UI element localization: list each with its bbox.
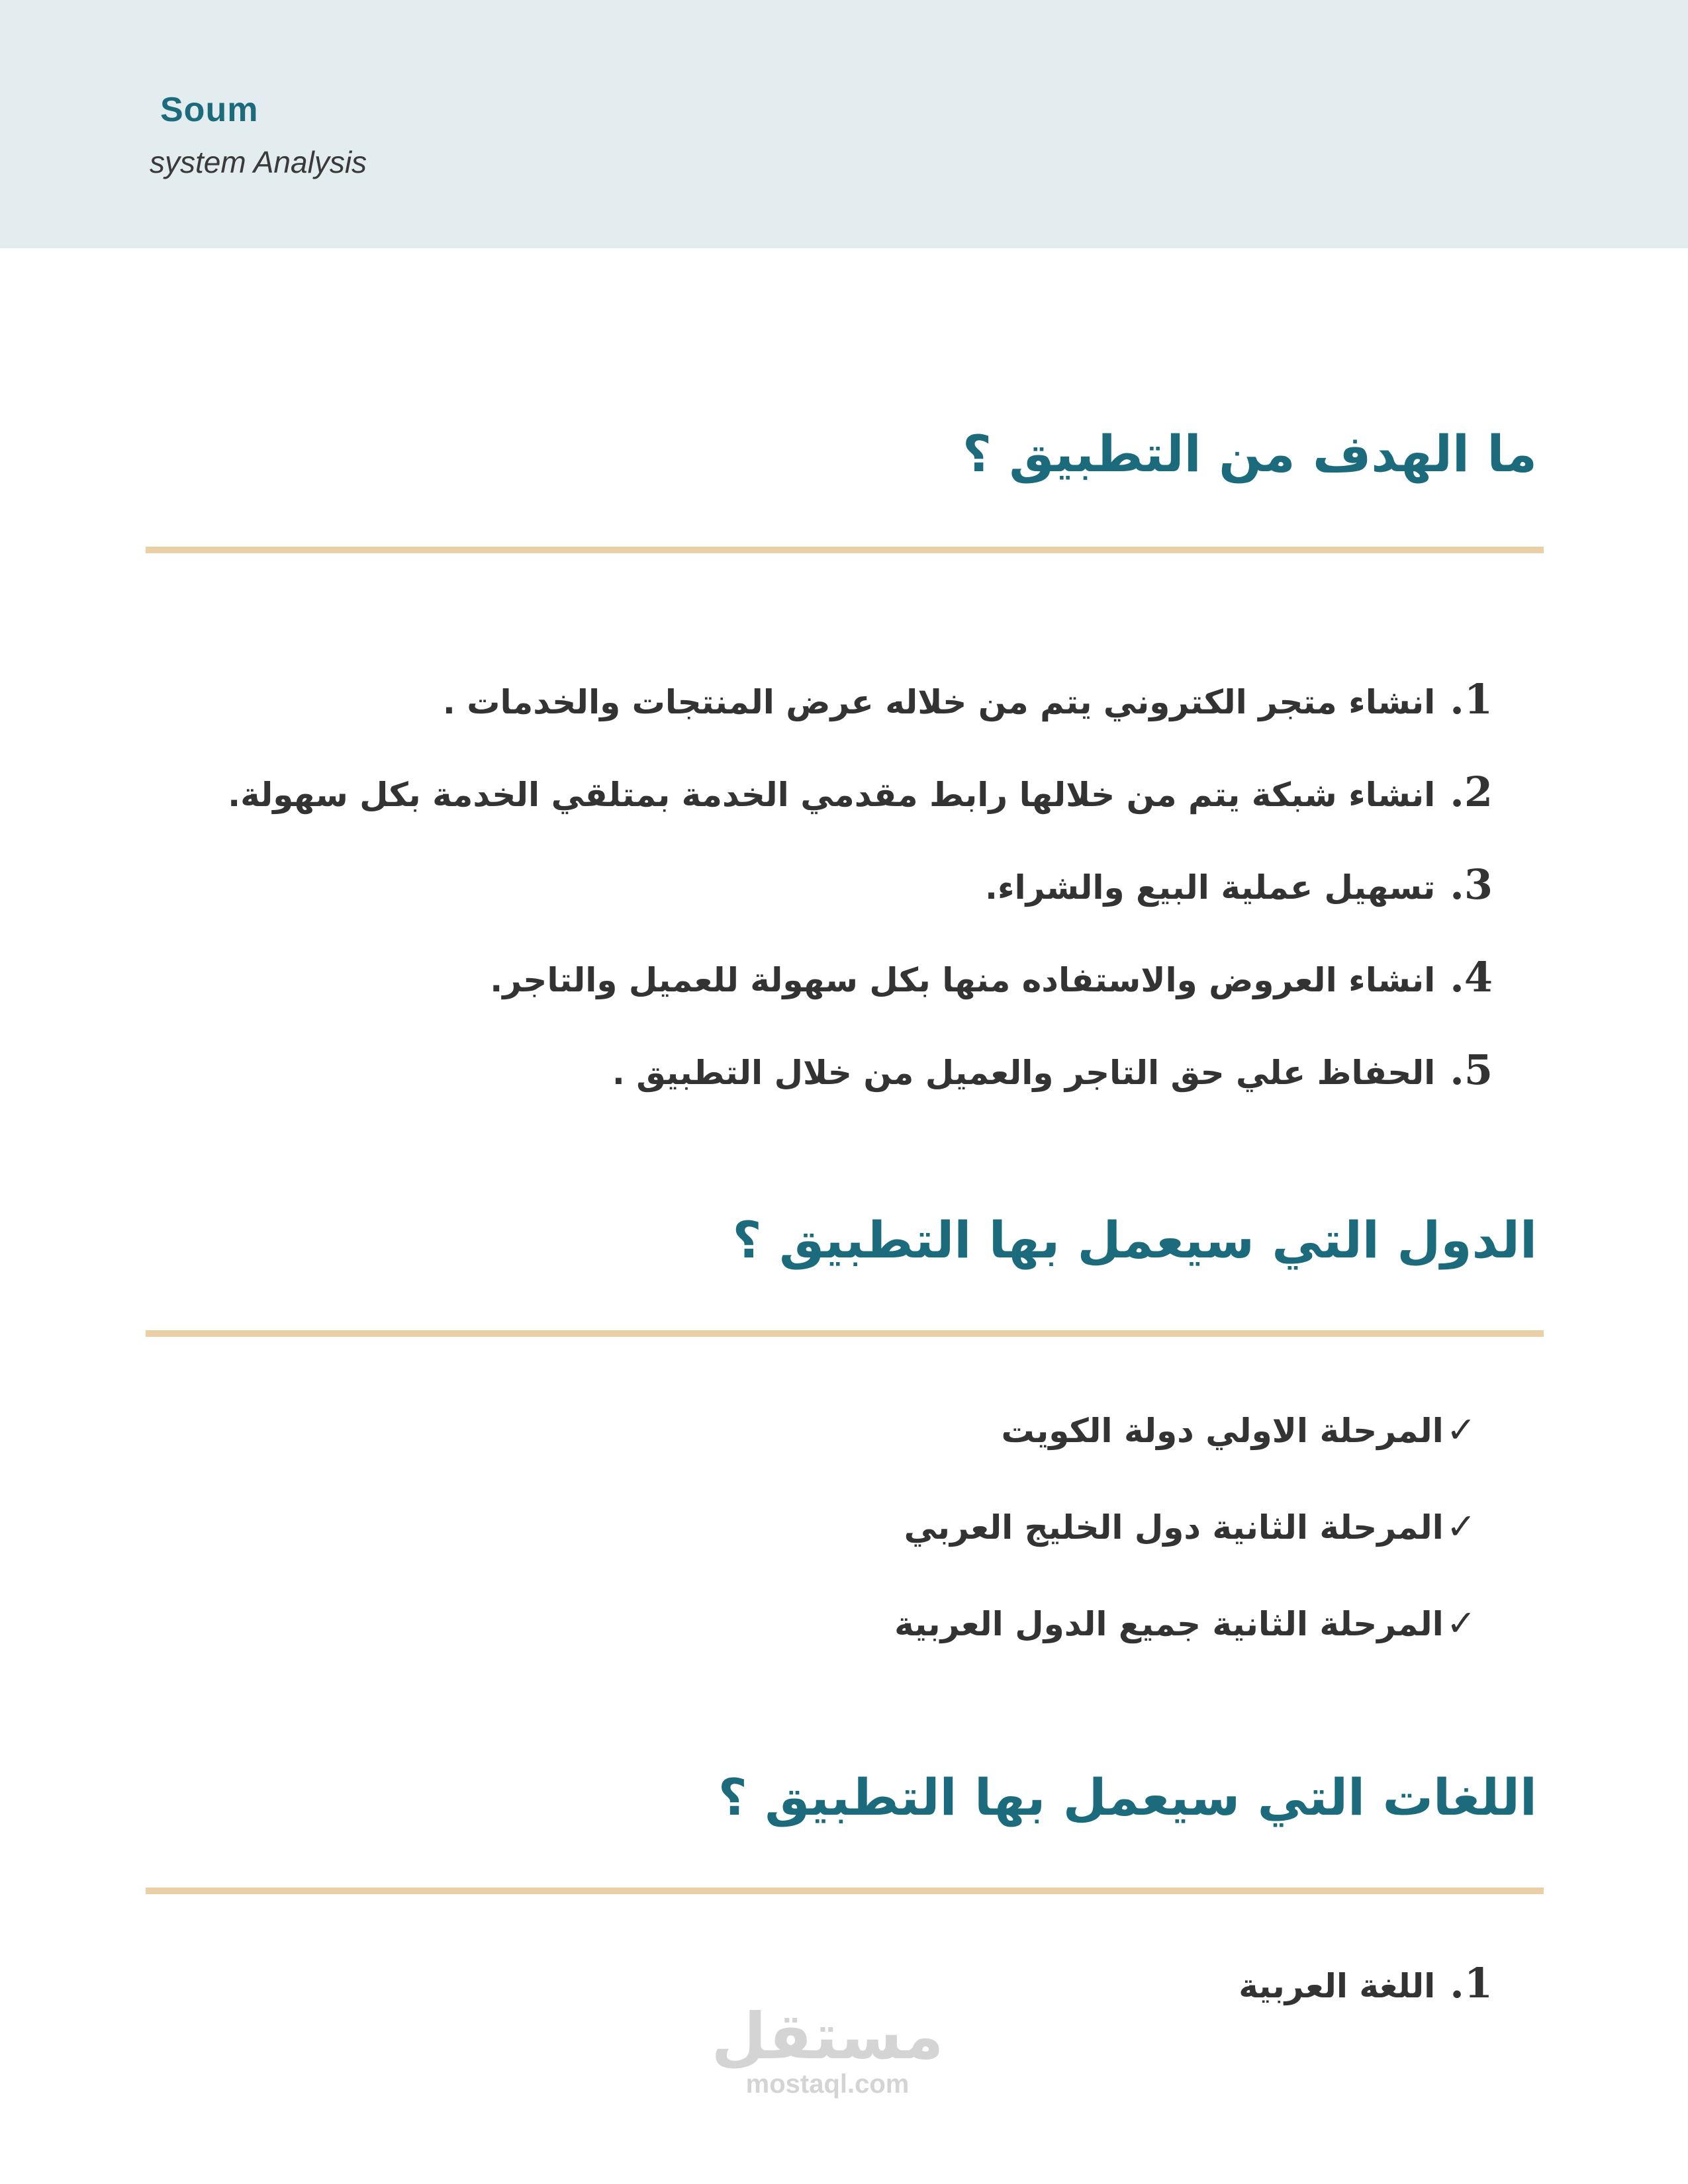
- goal-item-1: [442, 675, 1493, 723]
- language-item-text: اللغة العربية: [1239, 1967, 1436, 2005]
- goal-item-text: الحفاظ علي حق التاجر والعميل من خلال التطبيق .: [612, 1054, 1436, 1092]
- goal-item-text: انشاء متجر الكتروني يتم من خلاله عرض المنتجات والخدمات .: [442, 683, 1436, 721]
- watermark: [695, 1999, 960, 2099]
- check-icon: ✓: [1446, 1409, 1476, 1451]
- country-item-3: [894, 1602, 1476, 1644]
- list-marker: 4.: [1450, 953, 1493, 1001]
- section-title-languages: اللغات التي سيعمل بها التطبيق ؟: [718, 1768, 1537, 1827]
- section-title-countries: الدول التي سيعمل بها التطبيق ؟: [732, 1210, 1537, 1269]
- country-item-text: المرحلة الثانية جميع الدول العربية: [894, 1605, 1444, 1643]
- list-marker: 1.: [1450, 1959, 1493, 2007]
- watermark-latin: mostaql.com: [745, 2069, 910, 2099]
- goal-item-text: انشاء شبكة يتم من خلالها رابط مقدمي الخدمة بمتلقي الخدمة بكل سهولة.: [228, 776, 1436, 814]
- section-divider: [146, 1888, 1544, 1894]
- section-divider: [146, 1330, 1544, 1337]
- section-divider: [146, 547, 1544, 553]
- country-item-1: [1001, 1409, 1476, 1451]
- country-item-text: المرحلة الثانية دول الخليج العربي: [904, 1508, 1444, 1547]
- section-title-goal: ما الهدف من التطبيق ؟: [962, 424, 1537, 483]
- list-marker: 2.: [1450, 768, 1493, 816]
- language-item-1: [1239, 1959, 1493, 2007]
- list-marker: 5.: [1450, 1046, 1493, 1094]
- goal-item-text: انشاء العروض والاستفاده منها بكل سهولة للعميل والتاجر.: [490, 961, 1436, 999]
- goal-item-4: [490, 953, 1493, 1001]
- goal-item-5: [612, 1046, 1493, 1094]
- goal-item-3: [984, 860, 1493, 909]
- check-icon: ✓: [1446, 1602, 1476, 1644]
- list-marker: 3.: [1450, 860, 1493, 909]
- brand-name: Soum: [160, 91, 259, 129]
- country-item-2: [904, 1506, 1476, 1547]
- check-icon: ✓: [1446, 1506, 1476, 1547]
- watermark-arabic: مستقل: [711, 1999, 944, 2073]
- list-marker: 1.: [1450, 675, 1493, 723]
- goal-item-2: [228, 768, 1493, 816]
- header-band: [0, 0, 1688, 248]
- country-item-text: المرحلة الاولي دولة الكويت: [1001, 1412, 1444, 1450]
- goal-item-text: تسهيل عملية البيع والشراء.: [984, 868, 1436, 907]
- brand-subtitle: system Analysis: [150, 145, 367, 179]
